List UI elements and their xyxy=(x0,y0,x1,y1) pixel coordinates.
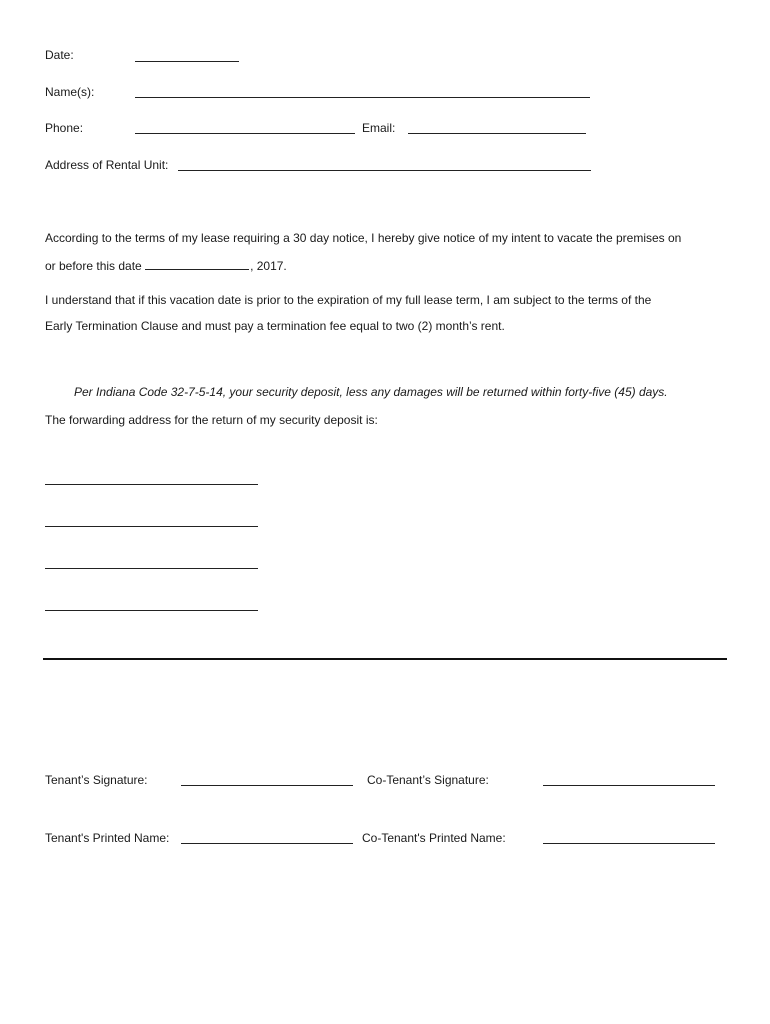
tenant-printed-name-label: Tenant's Printed Name: xyxy=(45,831,170,845)
forwarding-address-line-2[interactable] xyxy=(45,526,258,527)
phone-label: Phone: xyxy=(45,121,84,135)
date-label: Date: xyxy=(45,48,74,62)
address-field[interactable] xyxy=(178,170,591,171)
forwarding-address-line-3[interactable] xyxy=(45,568,258,569)
notice-date-prefix: or before this date xyxy=(45,259,146,273)
phone-field[interactable] xyxy=(135,133,355,134)
cotenant-signature-label: Co-Tenant’s Signature: xyxy=(367,773,489,787)
notice-paragraph-line1: According to the terms of my lease requiring a 30 day notice, I hereby give notice of my intent to vacate the premises on xyxy=(45,231,682,245)
email-field[interactable] xyxy=(408,133,586,134)
vacate-date-field[interactable] xyxy=(145,257,249,270)
notice-date-suffix: , 2017. xyxy=(250,259,287,273)
tenant-signature-label: Tenant’s Signature: xyxy=(45,773,148,787)
termination-paragraph-line2: Early Termination Clause and must pay a termination fee equal to two (2) month’s rent. xyxy=(45,319,505,333)
address-label: Address of Rental Unit: xyxy=(45,158,169,172)
forwarding-address-line-4[interactable] xyxy=(45,610,258,611)
notice-paragraph-line2 xyxy=(45,257,287,273)
email-label: Email: xyxy=(362,121,396,135)
cotenant-signature-field[interactable] xyxy=(543,785,715,786)
tenant-printed-name-field[interactable] xyxy=(181,843,353,844)
deposit-note: Per Indiana Code 32-7-5-14, your security deposit, less any damages will be returned within forty-five (45) days. xyxy=(74,385,668,399)
names-label: Name(s): xyxy=(45,85,95,99)
section-divider xyxy=(43,658,727,660)
cotenant-printed-name-field[interactable] xyxy=(543,843,715,844)
date-field[interactable] xyxy=(135,61,239,62)
termination-paragraph-line1: I understand that if this vacation date is prior to the expiration of my full lease term, I am subject to the terms of the xyxy=(45,293,652,307)
forwarding-address-line-1[interactable] xyxy=(45,484,258,485)
tenant-signature-field[interactable] xyxy=(181,785,353,786)
forwarding-address-label: The forwarding address for the return of my security deposit is: xyxy=(45,413,378,427)
names-field[interactable] xyxy=(135,97,590,98)
cotenant-printed-name-label: Co-Tenant's Printed Name: xyxy=(362,831,506,845)
